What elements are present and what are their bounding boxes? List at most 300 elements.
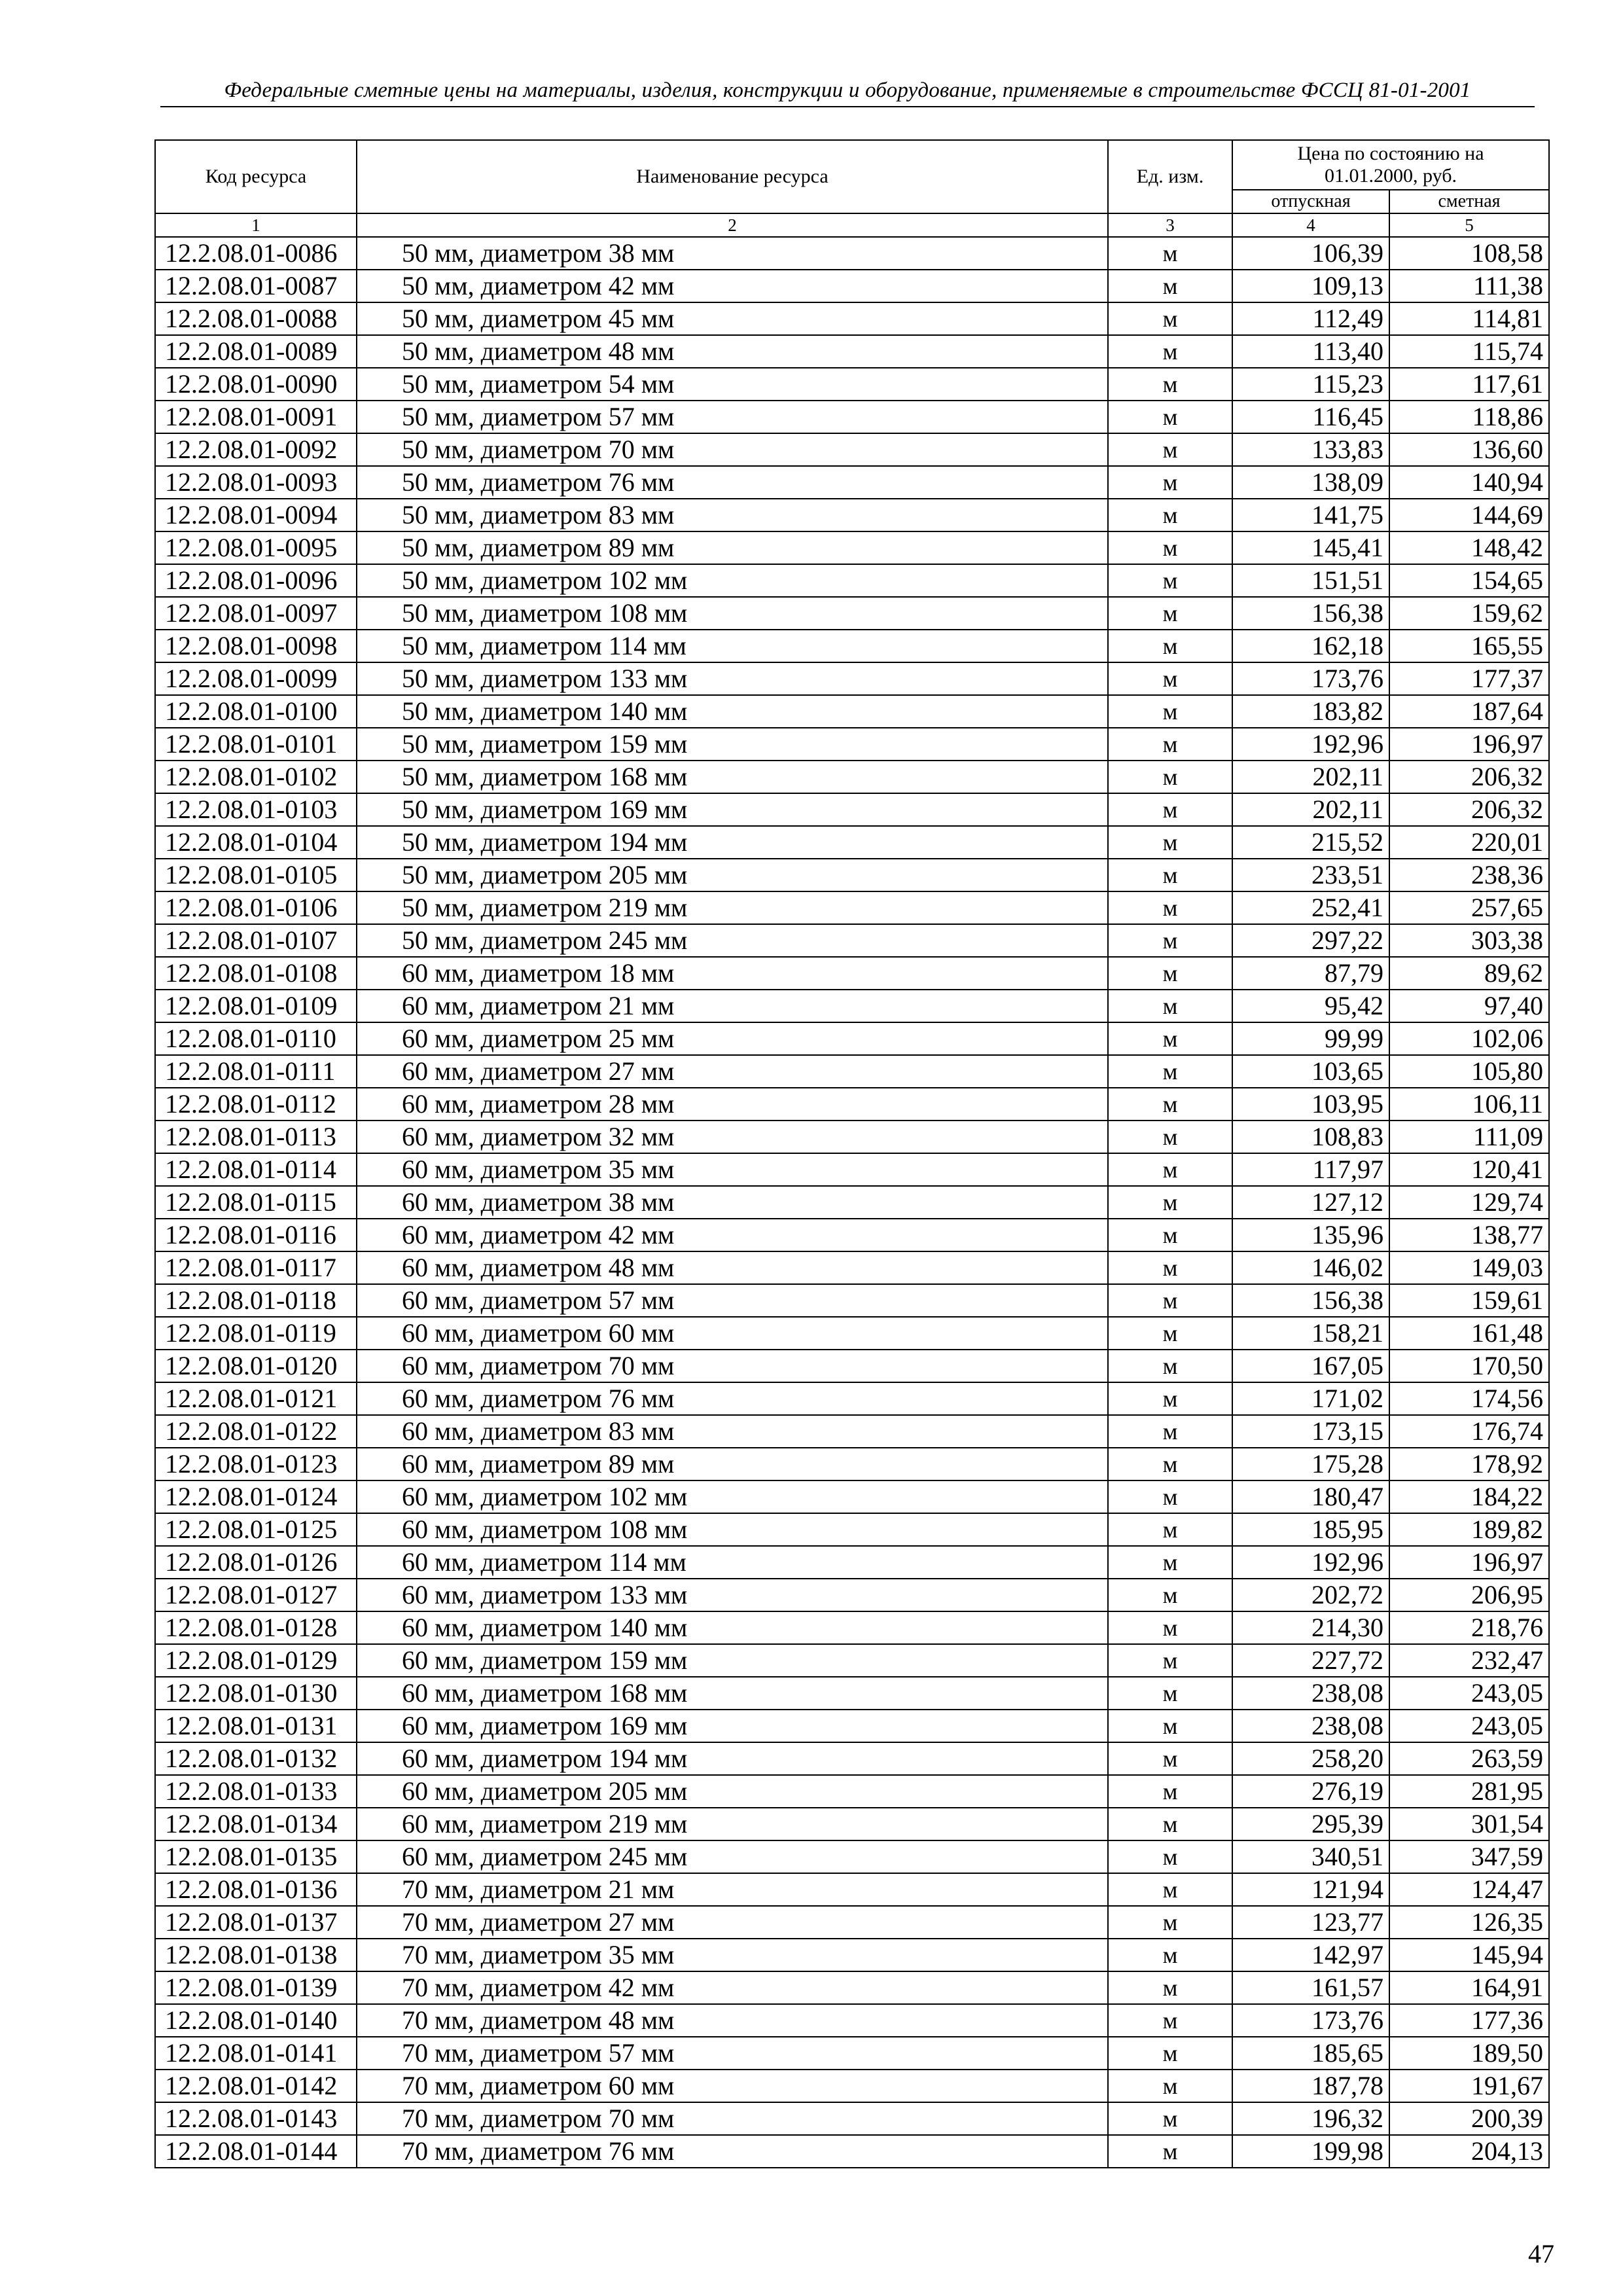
table-row xyxy=(155,2135,1549,2168)
estimate-price: 263,59 xyxy=(1389,1742,1549,1775)
table-row xyxy=(155,1579,1549,1611)
price-table xyxy=(154,139,1550,2168)
column-number: 5 xyxy=(1389,213,1549,237)
resource-name: 50 мм, диаметром 70 мм xyxy=(357,433,1108,466)
resource-code: 12.2.08.01-0090 xyxy=(155,368,357,401)
release-price: 238,08 xyxy=(1232,1677,1389,1710)
release-price: 156,38 xyxy=(1232,1284,1389,1317)
estimate-price: 189,82 xyxy=(1389,1513,1549,1546)
resource-code: 12.2.08.01-0114 xyxy=(155,1153,357,1186)
resource-name: 60 мм, диаметром 18 мм xyxy=(357,957,1108,990)
table-row xyxy=(155,793,1549,826)
unit: м xyxy=(1108,1971,1232,2004)
table-row xyxy=(155,1088,1549,1121)
resource-name: 50 мм, диаметром 133 мм xyxy=(357,662,1108,695)
estimate-price: 164,91 xyxy=(1389,1971,1549,2004)
resource-name: 50 мм, диаметром 54 мм xyxy=(357,368,1108,401)
resource-name: 60 мм, диаметром 169 мм xyxy=(357,1710,1108,1742)
release-price: 116,45 xyxy=(1232,401,1389,433)
table-row xyxy=(155,1448,1549,1480)
table-row xyxy=(155,1840,1549,1873)
unit: м xyxy=(1108,990,1232,1022)
unit: м xyxy=(1108,1808,1232,1840)
resource-code: 12.2.08.01-0123 xyxy=(155,1448,357,1480)
release-price: 202,11 xyxy=(1232,793,1389,826)
estimate-price: 111,38 xyxy=(1389,270,1549,302)
table-row xyxy=(155,630,1549,662)
table-row xyxy=(155,1480,1549,1513)
release-price: 158,21 xyxy=(1232,1317,1389,1350)
release-price: 258,20 xyxy=(1232,1742,1389,1775)
table-row xyxy=(155,1317,1549,1350)
resource-name: 70 мм, диаметром 21 мм xyxy=(357,1873,1108,1906)
resource-code: 12.2.08.01-0102 xyxy=(155,761,357,793)
resource-code: 12.2.08.01-0115 xyxy=(155,1186,357,1219)
unit: м xyxy=(1108,1742,1232,1775)
resource-name: 70 мм, диаметром 76 мм xyxy=(357,2135,1108,2168)
release-price: 121,94 xyxy=(1232,1873,1389,1906)
table-row xyxy=(155,728,1549,761)
resource-code: 12.2.08.01-0105 xyxy=(155,859,357,891)
release-price: 138,09 xyxy=(1232,466,1389,499)
estimate-price: 232,47 xyxy=(1389,1644,1549,1677)
table-row xyxy=(155,1121,1549,1153)
release-price: 133,83 xyxy=(1232,433,1389,466)
release-price: 297,22 xyxy=(1232,924,1389,957)
resource-code: 12.2.08.01-0137 xyxy=(155,1906,357,1939)
resource-code: 12.2.08.01-0136 xyxy=(155,1873,357,1906)
resource-code: 12.2.08.01-0104 xyxy=(155,826,357,859)
resource-code: 12.2.08.01-0103 xyxy=(155,793,357,826)
unit: м xyxy=(1108,2102,1232,2135)
resource-code: 12.2.08.01-0125 xyxy=(155,1513,357,1546)
table-row xyxy=(155,237,1549,270)
resource-name: 60 мм, диаметром 219 мм xyxy=(357,1808,1108,1840)
resource-name: 50 мм, диаметром 219 мм xyxy=(357,891,1108,924)
release-price: 115,23 xyxy=(1232,368,1389,401)
resource-name: 60 мм, диаметром 108 мм xyxy=(357,1513,1108,1546)
resource-code: 12.2.08.01-0088 xyxy=(155,302,357,335)
estimate-price: 196,97 xyxy=(1389,728,1549,761)
resource-code: 12.2.08.01-0097 xyxy=(155,597,357,630)
release-price: 123,77 xyxy=(1232,1906,1389,1939)
unit: м xyxy=(1108,859,1232,891)
header-unit: Ед. изм. xyxy=(1108,140,1232,213)
resource-code: 12.2.08.01-0140 xyxy=(155,2004,357,2037)
release-price: 185,95 xyxy=(1232,1513,1389,1546)
resource-name: 60 мм, диаметром 25 мм xyxy=(357,1022,1108,1055)
estimate-price: 145,94 xyxy=(1389,1939,1549,1971)
release-price: 117,97 xyxy=(1232,1153,1389,1186)
estimate-price: 189,50 xyxy=(1389,2037,1549,2070)
table-row xyxy=(155,1677,1549,1710)
release-price: 173,76 xyxy=(1232,662,1389,695)
resource-name: 60 мм, диаметром 70 мм xyxy=(357,1350,1108,1382)
resource-name: 50 мм, диаметром 89 мм xyxy=(357,531,1108,564)
document-title: Федеральные сметные цены на материалы, изделия, конструкции и оборудование, применяемые в строительстве ФССЦ 81-01-2001 xyxy=(224,79,1471,102)
table-row xyxy=(155,695,1549,728)
unit: м xyxy=(1108,1153,1232,1186)
table-row xyxy=(155,1873,1549,1906)
column-number-row xyxy=(155,213,1549,237)
resource-code: 12.2.08.01-0100 xyxy=(155,695,357,728)
resource-code: 12.2.08.01-0116 xyxy=(155,1219,357,1251)
column-number: 2 xyxy=(357,213,1108,237)
estimate-price: 257,65 xyxy=(1389,891,1549,924)
resource-name: 60 мм, диаметром 28 мм xyxy=(357,1088,1108,1121)
unit: м xyxy=(1108,761,1232,793)
resource-name: 60 мм, диаметром 89 мм xyxy=(357,1448,1108,1480)
estimate-price: 347,59 xyxy=(1389,1840,1549,1873)
estimate-price: 102,06 xyxy=(1389,1022,1549,1055)
table-row xyxy=(155,1350,1549,1382)
estimate-price: 206,32 xyxy=(1389,793,1549,826)
table-row xyxy=(155,859,1549,891)
unit: м xyxy=(1108,1840,1232,1873)
resource-name: 60 мм, диаметром 57 мм xyxy=(357,1284,1108,1317)
estimate-price: 301,54 xyxy=(1389,1808,1549,1840)
unit: м xyxy=(1108,1939,1232,1971)
resource-name: 50 мм, диаметром 48 мм xyxy=(357,335,1108,368)
unit: м xyxy=(1108,1775,1232,1808)
release-price: 173,76 xyxy=(1232,2004,1389,2037)
estimate-price: 303,38 xyxy=(1389,924,1549,957)
estimate-price: 243,05 xyxy=(1389,1710,1549,1742)
table-row xyxy=(155,433,1549,466)
unit: м xyxy=(1108,1284,1232,1317)
release-price: 214,30 xyxy=(1232,1611,1389,1644)
release-price: 175,28 xyxy=(1232,1448,1389,1480)
release-price: 127,12 xyxy=(1232,1186,1389,1219)
resource-code: 12.2.08.01-0131 xyxy=(155,1710,357,1742)
release-price: 108,83 xyxy=(1232,1121,1389,1153)
table-row xyxy=(155,302,1549,335)
resource-name: 50 мм, диаметром 108 мм xyxy=(357,597,1108,630)
estimate-price: 206,32 xyxy=(1389,761,1549,793)
resource-name: 60 мм, диаметром 60 мм xyxy=(357,1317,1108,1350)
table-row xyxy=(155,1382,1549,1415)
resource-code: 12.2.08.01-0107 xyxy=(155,924,357,957)
resource-code: 12.2.08.01-0130 xyxy=(155,1677,357,1710)
release-price: 202,72 xyxy=(1232,1579,1389,1611)
resource-name: 50 мм, диаметром 102 мм xyxy=(357,564,1108,597)
header-estimate-price: сметная xyxy=(1389,190,1549,213)
resource-name: 50 мм, диаметром 45 мм xyxy=(357,302,1108,335)
table-row xyxy=(155,597,1549,630)
resource-name: 60 мм, диаметром 35 мм xyxy=(357,1153,1108,1186)
table-row xyxy=(155,1186,1549,1219)
release-price: 142,97 xyxy=(1232,1939,1389,1971)
resource-code: 12.2.08.01-0143 xyxy=(155,2102,357,2135)
resource-code: 12.2.08.01-0141 xyxy=(155,2037,357,2070)
table-row xyxy=(155,1415,1549,1448)
estimate-price: 165,55 xyxy=(1389,630,1549,662)
resource-name: 60 мм, диаметром 205 мм xyxy=(357,1775,1108,1808)
resource-name: 60 мм, диаметром 102 мм xyxy=(357,1480,1108,1513)
release-price: 192,96 xyxy=(1232,1546,1389,1579)
resource-code: 12.2.08.01-0091 xyxy=(155,401,357,433)
release-price: 146,02 xyxy=(1232,1251,1389,1284)
release-price: 167,05 xyxy=(1232,1350,1389,1382)
unit: м xyxy=(1108,2004,1232,2037)
unit: м xyxy=(1108,499,1232,531)
estimate-price: 148,42 xyxy=(1389,531,1549,564)
table-row xyxy=(155,662,1549,695)
release-price: 252,41 xyxy=(1232,891,1389,924)
table-row xyxy=(155,1971,1549,2004)
unit: м xyxy=(1108,1350,1232,1382)
release-price: 95,42 xyxy=(1232,990,1389,1022)
resource-code: 12.2.08.01-0132 xyxy=(155,1742,357,1775)
resource-code: 12.2.08.01-0120 xyxy=(155,1350,357,1382)
unit: м xyxy=(1108,2135,1232,2168)
unit: м xyxy=(1108,1055,1232,1088)
estimate-price: 140,94 xyxy=(1389,466,1549,499)
resource-code: 12.2.08.01-0118 xyxy=(155,1284,357,1317)
release-price: 196,32 xyxy=(1232,2102,1389,2135)
unit: м xyxy=(1108,433,1232,466)
table-row xyxy=(155,2102,1549,2135)
estimate-price: 178,92 xyxy=(1389,1448,1549,1480)
table-row xyxy=(155,1644,1549,1677)
resource-name: 50 мм, диаметром 114 мм xyxy=(357,630,1108,662)
table-row xyxy=(155,1219,1549,1251)
price-table-body xyxy=(155,237,1549,2168)
estimate-price: 196,97 xyxy=(1389,1546,1549,1579)
resource-code: 12.2.08.01-0106 xyxy=(155,891,357,924)
unit: м xyxy=(1108,1382,1232,1415)
release-price: 135,96 xyxy=(1232,1219,1389,1251)
unit: м xyxy=(1108,1448,1232,1480)
resource-name: 50 мм, диаметром 159 мм xyxy=(357,728,1108,761)
page-number: 47 xyxy=(1528,2239,1554,2269)
resource-name: 60 мм, диаметром 76 мм xyxy=(357,1382,1108,1415)
table-row xyxy=(155,891,1549,924)
resource-code: 12.2.08.01-0139 xyxy=(155,1971,357,2004)
release-price: 106,39 xyxy=(1232,237,1389,270)
table-row xyxy=(155,499,1549,531)
release-price: 183,82 xyxy=(1232,695,1389,728)
table-row xyxy=(155,564,1549,597)
resource-name: 50 мм, диаметром 168 мм xyxy=(357,761,1108,793)
resource-name: 50 мм, диаметром 245 мм xyxy=(357,924,1108,957)
resource-name: 60 мм, диаметром 32 мм xyxy=(357,1121,1108,1153)
release-price: 151,51 xyxy=(1232,564,1389,597)
resource-code: 12.2.08.01-0144 xyxy=(155,2135,357,2168)
table-row xyxy=(155,1742,1549,1775)
unit: м xyxy=(1108,597,1232,630)
resource-name: 60 мм, диаметром 168 мм xyxy=(357,1677,1108,1710)
release-price: 113,40 xyxy=(1232,335,1389,368)
resource-code: 12.2.08.01-0099 xyxy=(155,662,357,695)
unit: м xyxy=(1108,1088,1232,1121)
unit: м xyxy=(1108,1186,1232,1219)
estimate-price: 170,50 xyxy=(1389,1350,1549,1382)
estimate-price: 154,65 xyxy=(1389,564,1549,597)
release-price: 180,47 xyxy=(1232,1480,1389,1513)
estimate-price: 120,41 xyxy=(1389,1153,1549,1186)
header-code: Код ресурса xyxy=(155,140,357,213)
resource-name: 50 мм, диаметром 140 мм xyxy=(357,695,1108,728)
resource-name: 60 мм, диаметром 21 мм xyxy=(357,990,1108,1022)
resource-name: 50 мм, диаметром 42 мм xyxy=(357,270,1108,302)
resource-code: 12.2.08.01-0142 xyxy=(155,2070,357,2102)
unit: м xyxy=(1108,662,1232,695)
estimate-price: 238,36 xyxy=(1389,859,1549,891)
estimate-price: 108,58 xyxy=(1389,237,1549,270)
estimate-price: 191,67 xyxy=(1389,2070,1549,2102)
release-price: 185,65 xyxy=(1232,2037,1389,2070)
resource-code: 12.2.08.01-0133 xyxy=(155,1775,357,1808)
estimate-price: 176,74 xyxy=(1389,1415,1549,1448)
unit: м xyxy=(1108,2070,1232,2102)
unit: м xyxy=(1108,695,1232,728)
estimate-price: 115,74 xyxy=(1389,335,1549,368)
release-price: 215,52 xyxy=(1232,826,1389,859)
unit: м xyxy=(1108,1579,1232,1611)
resource-name: 60 мм, диаметром 133 мм xyxy=(357,1579,1108,1611)
estimate-price: 177,36 xyxy=(1389,2004,1549,2037)
resource-name: 70 мм, диаметром 35 мм xyxy=(357,1939,1108,1971)
table-row xyxy=(155,990,1549,1022)
estimate-price: 111,09 xyxy=(1389,1121,1549,1153)
estimate-price: 118,86 xyxy=(1389,401,1549,433)
resource-name: 50 мм, диаметром 194 мм xyxy=(357,826,1108,859)
estimate-price: 206,95 xyxy=(1389,1579,1549,1611)
resource-code: 12.2.08.01-0121 xyxy=(155,1382,357,1415)
table-row xyxy=(155,1251,1549,1284)
estimate-price: 144,69 xyxy=(1389,499,1549,531)
estimate-price: 114,81 xyxy=(1389,302,1549,335)
release-price: 276,19 xyxy=(1232,1775,1389,1808)
table-row xyxy=(155,1284,1549,1317)
resource-code: 12.2.08.01-0093 xyxy=(155,466,357,499)
resource-name: 50 мм, диаметром 76 мм xyxy=(357,466,1108,499)
unit: м xyxy=(1108,270,1232,302)
resource-code: 12.2.08.01-0129 xyxy=(155,1644,357,1677)
resource-name: 70 мм, диаметром 57 мм xyxy=(357,2037,1108,2070)
unit: м xyxy=(1108,1546,1232,1579)
unit: м xyxy=(1108,957,1232,990)
unit: м xyxy=(1108,728,1232,761)
table-row xyxy=(155,466,1549,499)
unit: м xyxy=(1108,630,1232,662)
resource-code: 12.2.08.01-0101 xyxy=(155,728,357,761)
resource-code: 12.2.08.01-0086 xyxy=(155,237,357,270)
release-price: 233,51 xyxy=(1232,859,1389,891)
unit: м xyxy=(1108,1219,1232,1251)
unit: м xyxy=(1108,1644,1232,1677)
table-row xyxy=(155,957,1549,990)
unit: м xyxy=(1108,237,1232,270)
table-row xyxy=(155,2070,1549,2102)
estimate-price: 126,35 xyxy=(1389,1906,1549,1939)
estimate-price: 149,03 xyxy=(1389,1251,1549,1284)
unit: м xyxy=(1108,1022,1232,1055)
table-row xyxy=(155,335,1549,368)
unit: м xyxy=(1108,401,1232,433)
estimate-price: 220,01 xyxy=(1389,826,1549,859)
resource-code: 12.2.08.01-0098 xyxy=(155,630,357,662)
unit: м xyxy=(1108,1513,1232,1546)
unit: м xyxy=(1108,924,1232,957)
unit: м xyxy=(1108,564,1232,597)
release-price: 162,18 xyxy=(1232,630,1389,662)
release-price: 187,78 xyxy=(1232,2070,1389,2102)
resource-code: 12.2.08.01-0094 xyxy=(155,499,357,531)
header-rule xyxy=(160,106,1535,107)
estimate-price: 281,95 xyxy=(1389,1775,1549,1808)
table-row xyxy=(155,1710,1549,1742)
estimate-price: 187,64 xyxy=(1389,695,1549,728)
release-price: 112,49 xyxy=(1232,302,1389,335)
resource-name: 60 мм, диаметром 42 мм xyxy=(357,1219,1108,1251)
resource-code: 12.2.08.01-0127 xyxy=(155,1579,357,1611)
table-row xyxy=(155,1611,1549,1644)
unit: м xyxy=(1108,793,1232,826)
release-price: 156,38 xyxy=(1232,597,1389,630)
resource-name: 60 мм, диаметром 114 мм xyxy=(357,1546,1108,1579)
resource-name: 70 мм, диаметром 70 мм xyxy=(357,2102,1108,2135)
table-row xyxy=(155,1153,1549,1186)
resource-code: 12.2.08.01-0126 xyxy=(155,1546,357,1579)
resource-name: 60 мм, диаметром 48 мм xyxy=(357,1251,1108,1284)
release-price: 173,15 xyxy=(1232,1415,1389,1448)
resource-code: 12.2.08.01-0110 xyxy=(155,1022,357,1055)
header-release-price: отпускная xyxy=(1232,190,1389,213)
table-row xyxy=(155,1022,1549,1055)
resource-name: 60 мм, диаметром 140 мм xyxy=(357,1611,1108,1644)
unit: м xyxy=(1108,826,1232,859)
estimate-price: 124,47 xyxy=(1389,1873,1549,1906)
table-row xyxy=(155,2004,1549,2037)
release-price: 145,41 xyxy=(1232,531,1389,564)
table-row xyxy=(155,924,1549,957)
resource-name: 50 мм, диаметром 169 мм xyxy=(357,793,1108,826)
table-row xyxy=(155,270,1549,302)
resource-code: 12.2.08.01-0117 xyxy=(155,1251,357,1284)
estimate-price: 105,80 xyxy=(1389,1055,1549,1088)
release-price: 227,72 xyxy=(1232,1644,1389,1677)
release-price: 141,75 xyxy=(1232,499,1389,531)
resource-name: 50 мм, диаметром 57 мм xyxy=(357,401,1108,433)
resource-code: 12.2.08.01-0092 xyxy=(155,433,357,466)
resource-code: 12.2.08.01-0111 xyxy=(155,1055,357,1088)
table-row xyxy=(155,826,1549,859)
estimate-price: 177,37 xyxy=(1389,662,1549,695)
resource-code: 12.2.08.01-0089 xyxy=(155,335,357,368)
column-number: 3 xyxy=(1108,213,1232,237)
header-name: Наименование ресурса xyxy=(357,140,1108,213)
estimate-price: 138,77 xyxy=(1389,1219,1549,1251)
estimate-price: 218,76 xyxy=(1389,1611,1549,1644)
resource-code: 12.2.08.01-0124 xyxy=(155,1480,357,1513)
table-row xyxy=(155,1055,1549,1088)
column-number: 1 xyxy=(155,213,357,237)
resource-code: 12.2.08.01-0122 xyxy=(155,1415,357,1448)
resource-name: 60 мм, диаметром 83 мм xyxy=(357,1415,1108,1448)
table-row xyxy=(155,1546,1549,1579)
resource-code: 12.2.08.01-0109 xyxy=(155,990,357,1022)
release-price: 99,99 xyxy=(1232,1022,1389,1055)
resource-name: 60 мм, диаметром 245 мм xyxy=(357,1840,1108,1873)
unit: м xyxy=(1108,2037,1232,2070)
resource-name: 60 мм, диаметром 194 мм xyxy=(357,1742,1108,1775)
table-row xyxy=(155,401,1549,433)
release-price: 109,13 xyxy=(1232,270,1389,302)
resource-code: 12.2.08.01-0095 xyxy=(155,531,357,564)
resource-code: 12.2.08.01-0112 xyxy=(155,1088,357,1121)
